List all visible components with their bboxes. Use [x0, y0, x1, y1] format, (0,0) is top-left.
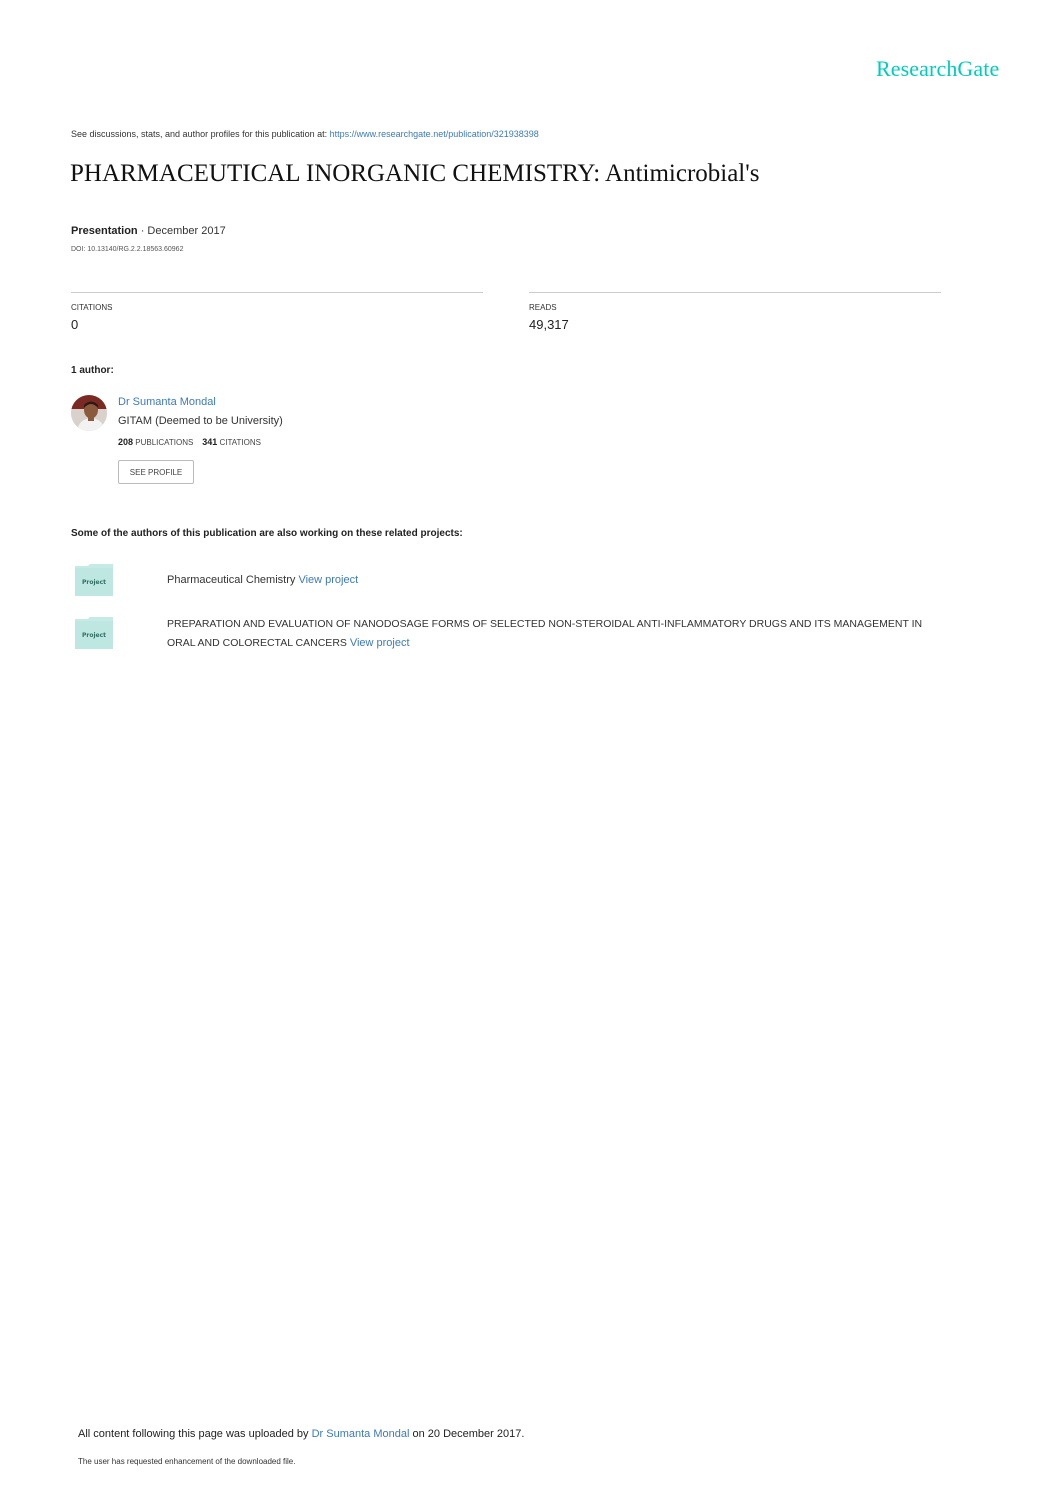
person-icon [71, 395, 107, 431]
citations-divider [71, 292, 483, 293]
project-icon[interactable] [75, 564, 113, 601]
project-title: PREPARATION AND EVALUATION OF NANODOSAGE FORMS OF SELECTED NON-STEROIDAL ANTI-INFLAMMATORY DRUGS AND ITS MANAGEMENT IN ORAL AND COLORECTAL CANCERS [167, 618, 923, 649]
author-name-link[interactable]: Dr Sumanta Mondal [118, 396, 216, 408]
author-institution: GITAM (Deemed to be University) [118, 415, 283, 427]
author-avatar[interactable] [71, 395, 107, 431]
author-stats [118, 437, 261, 447]
folder-icon [75, 617, 113, 649]
publication-date: · December 2017 [137, 225, 226, 237]
author-publications-label: PUBLICATIONS [135, 438, 194, 447]
project-icon[interactable] [75, 617, 113, 654]
author-publications-count: 208 [118, 437, 134, 447]
see-discussions-text: See discussions, stats, and author profiles for this publication at: [71, 129, 330, 139]
reads-label: READS [529, 303, 557, 312]
download-note: The user has requested enhancement of the downloaded file. [78, 1457, 296, 1466]
reads-divider [529, 292, 941, 293]
publication-type-date [71, 225, 226, 237]
uploaded-prefix: All content following this page was uploaded by [78, 1428, 312, 1440]
citations-value: 0 [71, 317, 79, 332]
project-item [167, 615, 947, 653]
related-projects-heading: Some of the authors of this publication are also working on these related projects: [71, 528, 463, 539]
authors-heading: 1 author: [71, 365, 114, 376]
publication-url-link[interactable]: https://www.researchgate.net/publication/321938398 [329, 129, 539, 139]
reads-value: 49,317 [529, 317, 569, 332]
author-citations-label: CITATIONS [219, 438, 261, 447]
view-project-link[interactable]: View project [349, 637, 410, 649]
project-icon-label: Project [81, 579, 107, 586]
publication-type: Presentation [71, 225, 138, 237]
view-project-link[interactable]: View project [298, 574, 359, 586]
uploader-link[interactable]: Dr Sumanta Mondal [311, 1428, 410, 1440]
see-discussions-line [71, 129, 539, 139]
project-icon-label: Project [81, 632, 107, 639]
author-citations-count: 341 [202, 437, 218, 447]
researchgate-logo[interactable]: ResearchGate [876, 56, 1000, 81]
uploaded-by-line [78, 1428, 524, 1440]
citations-label: CITATIONS [71, 303, 113, 312]
see-profile-button[interactable]: SEE PROFILE [118, 460, 194, 484]
folder-icon [75, 564, 113, 596]
publication-doi: DOI: 10.13140/RG.2.2.18563.60962 [71, 246, 184, 253]
publication-title: PHARMACEUTICAL INORGANIC CHEMISTRY: Antimicrobial's [70, 160, 760, 187]
project-title: Pharmaceutical Chemistry [167, 574, 299, 586]
uploaded-suffix: on 20 December 2017. [409, 1428, 525, 1440]
project-item [167, 571, 947, 590]
